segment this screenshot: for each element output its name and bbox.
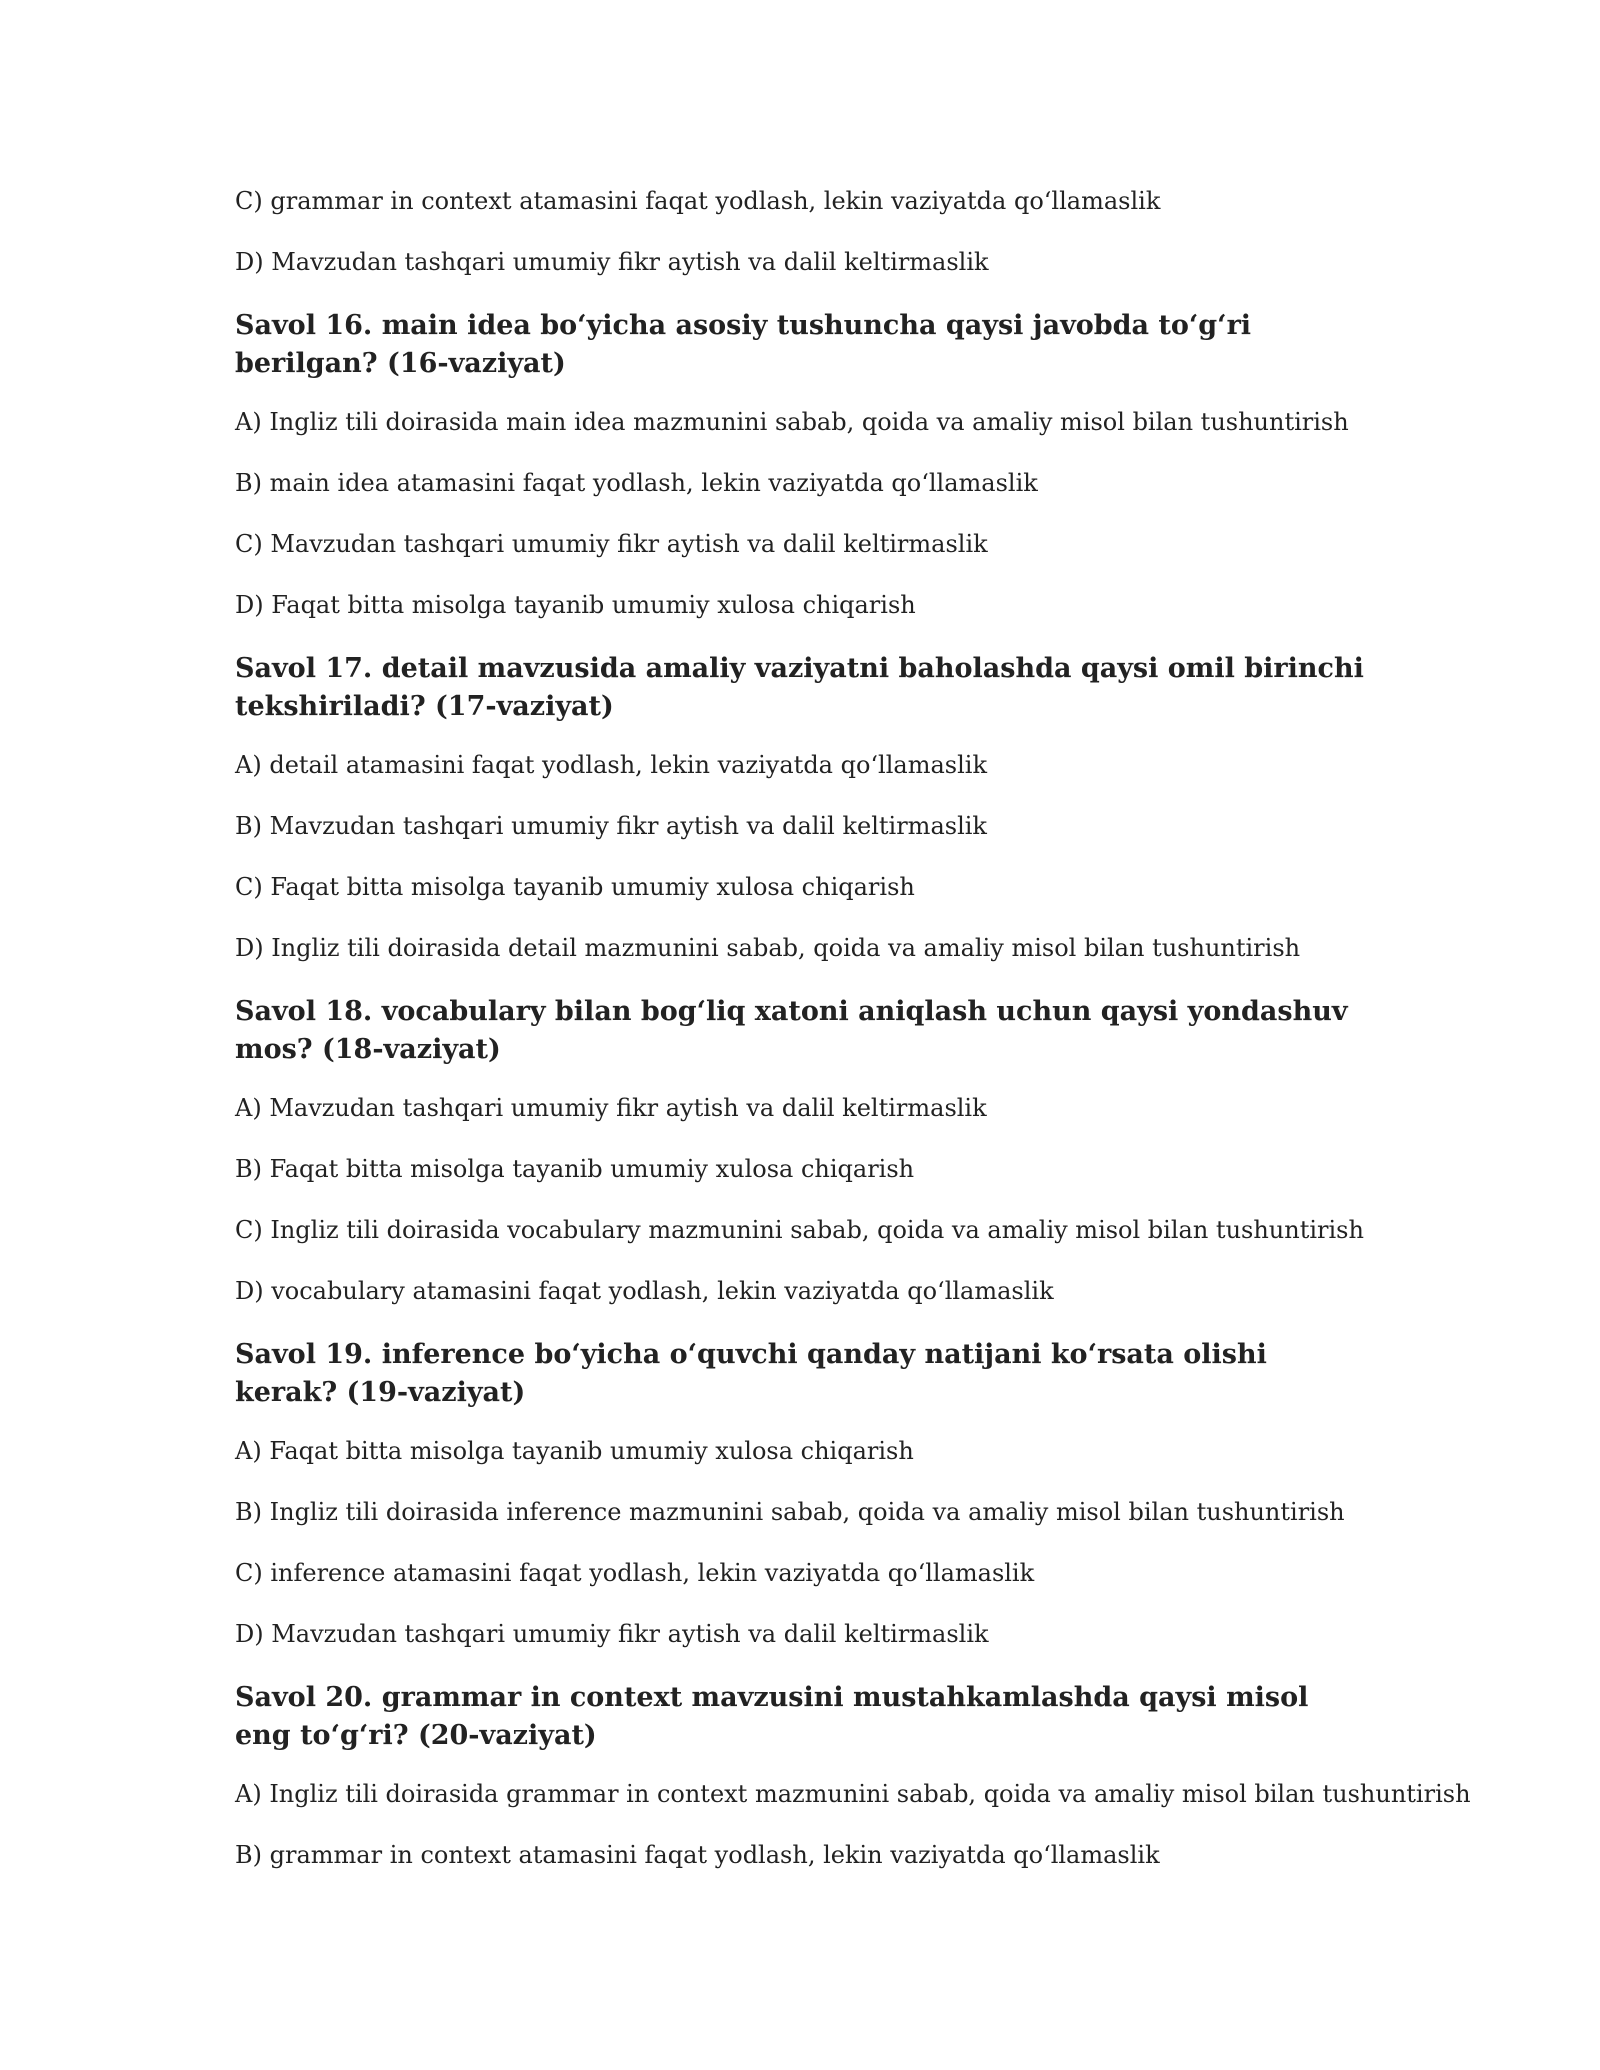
question-title: Savol 18. vocabulary bilan bog‘liq xatoni aniqlash uchun qaysi yondashuv mos? (18-vaziyat) [235, 996, 1348, 1065]
question-title: Savol 20. grammar in context mavzusini mustahkamlashda qaysi misol eng to‘g‘ri? (20-vaziyat) [235, 1682, 1309, 1751]
answer-option: C) Mavzudan tashqari umumiy fikr aytish va dalil keltirmaslik [235, 530, 988, 558]
answer-option: B) Ingliz tili doirasida inference mazmunini sabab, qoida va amaliy misol bilan tushuntirish [235, 1498, 1345, 1526]
answer-option: A) detail atamasini faqat yodlash, lekin vaziyatda qo‘llamaslik [235, 751, 987, 779]
answer-option: B) main idea atamasini faqat yodlash, lekin vaziyatda qo‘llamaslik [235, 469, 1038, 497]
answer-option: C) Faqat bitta misolga tayanib umumiy xulosa chiqarish [235, 873, 915, 901]
answer-option: A) Ingliz tili doirasida main idea mazmunini sabab, qoida va amaliy misol bilan tushuntirish [235, 408, 1349, 436]
question-title: Savol 17. detail mavzusida amaliy vaziyatni baholashda qaysi omil birinchi tekshiriladi? (17-vaziyat) [235, 653, 1364, 722]
answer-option: B) grammar in context atamasini faqat yodlash, lekin vaziyatda qo‘llamaslik [235, 1841, 1160, 1869]
answer-option: C) grammar in context atamasini faqat yodlash, lekin vaziyatda qo‘llamaslik [235, 187, 1161, 215]
answer-option: D) Mavzudan tashqari umumiy fikr aytish va dalil keltirmaslik [235, 248, 989, 276]
question-title: Savol 19. inference bo‘yicha o‘quvchi qanday natijani ko‘rsata olishi kerak? (19-vaziyat) [235, 1339, 1267, 1408]
question-block [235, 307, 1365, 621]
answer-option: D) vocabulary atamasini faqat yodlash, lekin vaziyatda qo‘llamaslik [235, 1277, 1054, 1305]
answer-option: B) Mavzudan tashqari umumiy fikr aytish va dalil keltirmaslik [235, 812, 987, 840]
answer-option: D) Mavzudan tashqari umumiy fikr aytish va dalil keltirmaslik [235, 1620, 989, 1648]
answer-option: A) Faqat bitta misolga tayanib umumiy xulosa chiqarish [235, 1437, 914, 1465]
answer-option: C) inference atamasini faqat yodlash, lekin vaziyatda qo‘llamaslik [235, 1559, 1035, 1587]
question-block [235, 650, 1365, 964]
answer-option: D) Ingliz tili doirasida detail mazmunini sabab, qoida va amaliy misol bilan tushuntirish [235, 934, 1301, 962]
answer-option: A) Mavzudan tashqari umumiy fikr aytish va dalil keltirmaslik [235, 1094, 987, 1122]
answer-option: A) Ingliz tili doirasida grammar in context mazmunini sabab, qoida va amaliy misol bilan tushuntirish [235, 1780, 1471, 1808]
question-block [235, 1679, 1471, 1871]
question-title: Savol 16. main idea bo‘yicha asosiy tushuncha qaysi javobda to‘g‘ri berilgan? (16-vaziyat) [235, 310, 1252, 379]
answer-option: B) Faqat bitta misolga tayanib umumiy xulosa chiqarish [235, 1155, 915, 1183]
answer-option: D) Faqat bitta misolga tayanib umumiy xulosa chiqarish [235, 591, 916, 619]
document-page [235, 185, 1471, 1900]
question-block [235, 1336, 1365, 1650]
answer-option: C) Ingliz tili doirasida vocabulary mazmunini sabab, qoida va amaliy misol bilan tushuntirish [235, 1216, 1364, 1244]
question-block [235, 993, 1365, 1307]
